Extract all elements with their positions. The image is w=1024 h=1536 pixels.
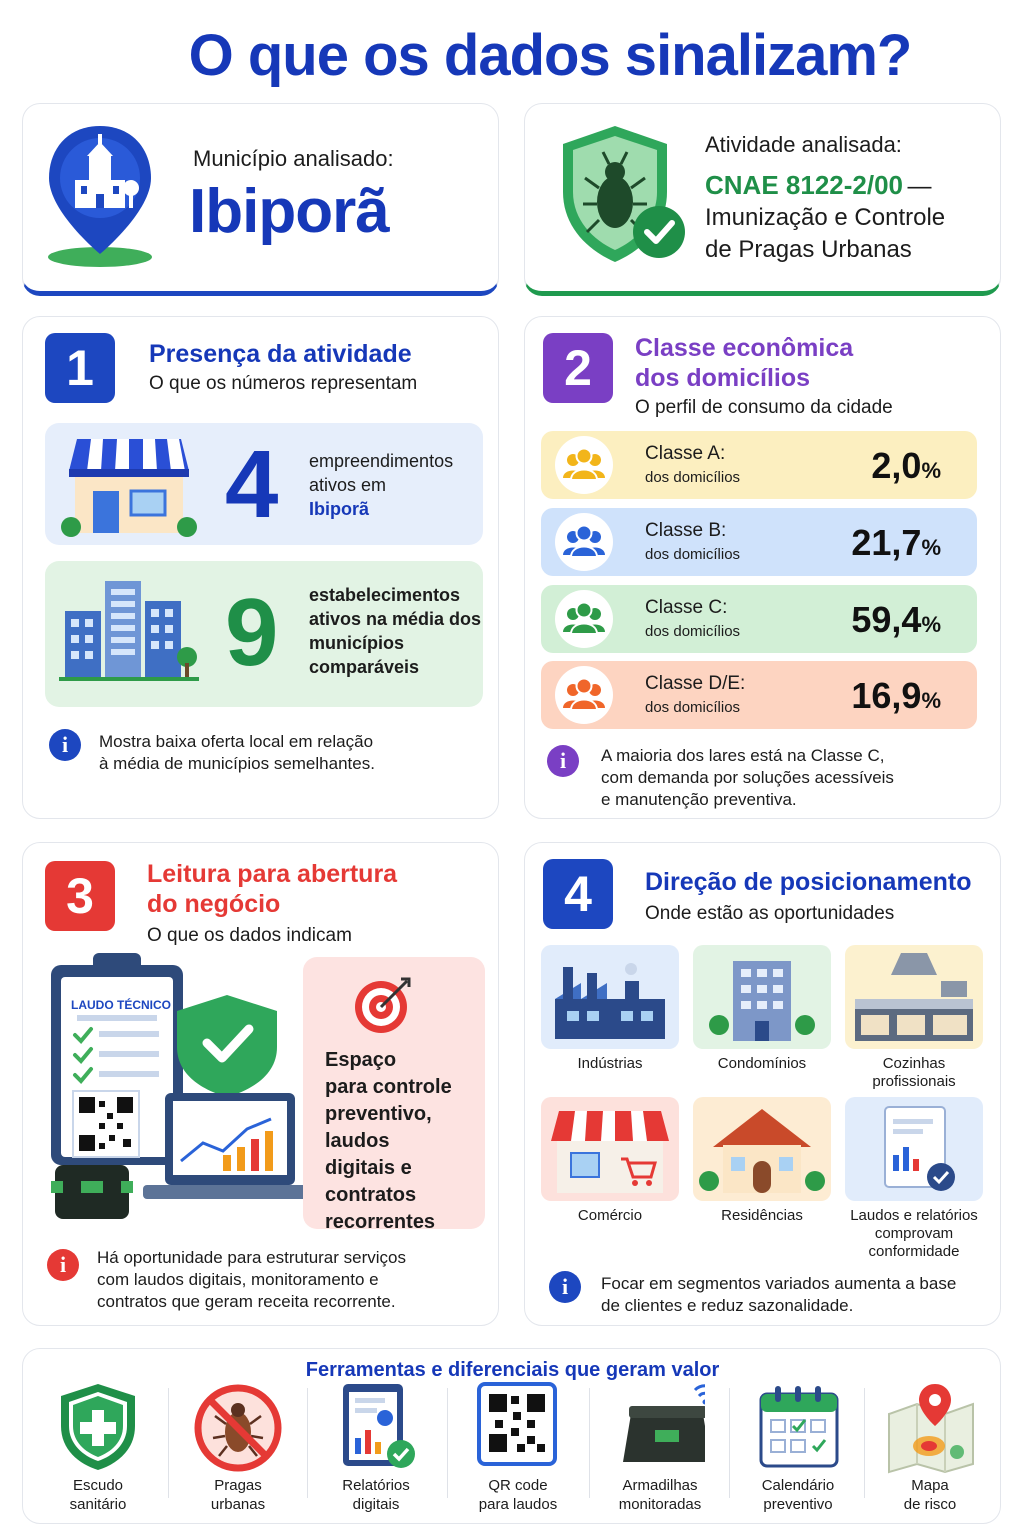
class-value: 2,0	[871, 445, 922, 486]
oportunidade-line: para controle	[325, 1076, 452, 1098]
tool-item	[753, 1380, 843, 1474]
section-2-subtitle: O perfil de consumo da cidade	[635, 397, 893, 418]
stat-empreendimentos-value: 4	[225, 431, 279, 538]
class-row	[541, 508, 977, 576]
tool-item	[473, 1380, 563, 1474]
section-2-note-l2: com demanda por soluções acessíveis	[601, 768, 894, 787]
digital-report-icon	[331, 1380, 421, 1474]
atividade-label: Atividade analisada:	[705, 132, 902, 157]
people-group-icon	[555, 436, 613, 494]
section-4-number: 4	[543, 859, 613, 929]
oportunidade-line: preventivo,	[325, 1103, 432, 1125]
segment-label: profissionais	[872, 1073, 956, 1090]
municipio-label: Município analisado:	[193, 146, 394, 171]
tool-label: Calendário	[761, 1477, 835, 1494]
section-1-number: 1	[45, 333, 115, 403]
class-percent: %	[921, 458, 941, 483]
section-4-card	[524, 842, 1001, 1326]
tool-label: sanitário	[69, 1496, 127, 1513]
section-2-title-l2: dos domicílios	[635, 364, 811, 392]
section-3-number: 3	[45, 861, 115, 931]
health-shield-icon	[53, 1380, 143, 1474]
section-4-title: Direção de posicionamento	[645, 868, 972, 896]
oportunidade-line: laudos	[325, 1130, 390, 1152]
atividade-card	[524, 103, 1001, 296]
class-circle	[555, 513, 613, 571]
segment-tile	[693, 945, 831, 1049]
municipio-card	[22, 103, 499, 296]
municipio-name: Ibiporã	[189, 177, 389, 246]
class-name: Classe C:	[645, 597, 728, 618]
class-value: 16,9	[851, 675, 922, 716]
tool-label: monitoradas	[618, 1496, 702, 1513]
store-icon	[541, 1097, 679, 1201]
info-icon: i	[47, 1249, 79, 1281]
section-4-subtitle: Onde estão as oportunidades	[645, 903, 895, 924]
section-1-note-l1: Mostra baixa oferta local em relação	[99, 732, 374, 751]
target-icon	[353, 973, 415, 1035]
tool-label: QR code	[488, 1477, 548, 1494]
section-3-note-l2: com laudos digitais, monitoramento e	[97, 1270, 379, 1289]
segment-tile	[693, 1097, 831, 1201]
class-subtitle: dos domicílios	[645, 699, 741, 716]
page-title: O que os dados sinalizam?	[188, 23, 912, 88]
stat-empreendimentos	[45, 423, 483, 545]
class-name: Classe B:	[645, 520, 727, 541]
class-value: 59,4	[851, 599, 922, 640]
segment-label: Condomínios	[717, 1055, 807, 1072]
tool-item	[885, 1380, 975, 1474]
tool-item	[331, 1380, 421, 1474]
building-icon	[693, 945, 831, 1049]
section-1-card	[22, 316, 499, 819]
class-percent: %	[921, 612, 941, 637]
oportunidade-line: recorrentes	[325, 1211, 436, 1233]
section-2-number: 2	[543, 333, 613, 403]
stat-estabelecimentos-l3: municípios	[309, 633, 405, 653]
laudo-tecnico-illustration	[47, 943, 307, 1223]
info-icon: i	[49, 729, 81, 761]
section-2-note-l1: A maioria dos lares está na Classe C,	[601, 746, 885, 765]
class-circle	[555, 666, 613, 724]
people-group-icon	[555, 513, 613, 571]
report-icon	[845, 1097, 983, 1201]
class-name: Classe D/E:	[645, 673, 746, 694]
section-2-card	[524, 316, 1001, 819]
no-pest-icon	[193, 1380, 283, 1474]
tool-divider	[307, 1388, 308, 1498]
house-icon	[693, 1097, 831, 1201]
section-2-title-l1: Classe econômica	[635, 334, 854, 362]
class-subtitle: dos domicílios	[645, 469, 741, 486]
segment-label: conformidade	[868, 1243, 960, 1260]
segment-tile	[541, 945, 679, 1049]
stat-estabelecimentos-value: 9	[225, 579, 279, 686]
class-value: 21,7	[851, 522, 922, 563]
segment-label: Cozinhas	[882, 1055, 946, 1072]
pest-shield-icon	[555, 122, 695, 272]
tool-divider	[168, 1388, 169, 1498]
calendar-icon	[753, 1380, 843, 1474]
tool-divider	[447, 1388, 448, 1498]
section-4-note-l1: Focar em segmentos variados aumenta a base	[601, 1274, 957, 1293]
section-3-subtitle: O que os dados indicam	[147, 925, 352, 946]
class-row	[541, 585, 977, 653]
kitchen-icon	[845, 945, 983, 1049]
atividade-cnae-line	[705, 170, 931, 203]
buildings-icon	[59, 577, 199, 681]
segment-tile	[845, 1097, 983, 1201]
laudo-tecnico-label: LAUDO TÉCNICO	[71, 998, 171, 1012]
people-group-icon	[555, 666, 613, 724]
tool-label: Armadilhas	[622, 1477, 698, 1494]
tool-label: Mapa	[911, 1477, 949, 1494]
section-3-card	[22, 842, 499, 1326]
stat-empreendimentos-l1: empreendimentos	[309, 451, 454, 471]
info-icon: i	[547, 745, 579, 777]
tool-label: Pragas	[214, 1477, 262, 1494]
class-row	[541, 661, 977, 729]
class-percent: %	[921, 688, 941, 713]
section-3-note-l3: contratos que geram receita recorrente.	[97, 1292, 396, 1311]
tool-divider	[729, 1388, 730, 1498]
stat-empreendimentos-l2: ativos em	[309, 475, 387, 495]
class-name: Classe A:	[645, 443, 726, 464]
class-value-wrap	[851, 599, 941, 641]
class-circle	[555, 590, 613, 648]
qr-code-icon	[473, 1380, 563, 1474]
cnae-code: CNAE 8122-2/00	[705, 170, 903, 200]
segment-label: Comércio	[577, 1207, 643, 1224]
tool-label: digitais	[352, 1496, 400, 1513]
oportunidade-line: contratos	[325, 1184, 417, 1206]
segment-tile	[541, 1097, 679, 1201]
section-3-note-l1: Há oportunidade para estruturar serviços	[97, 1248, 406, 1267]
segment-label: comprovam	[874, 1225, 954, 1242]
segment-label: Indústrias	[577, 1055, 643, 1072]
section-1-subtitle: O que os números representam	[149, 373, 418, 394]
atividade-descricao-2: de Pragas Urbanas	[705, 236, 912, 263]
tool-label: para laudos	[478, 1496, 558, 1513]
monitored-trap-icon	[615, 1380, 705, 1474]
city-pin-icon	[45, 122, 155, 272]
oportunidade-box	[303, 957, 485, 1233]
tool-item	[615, 1380, 705, 1474]
stat-empreendimentos-l3: Ibiporã	[309, 499, 370, 519]
oportunidade-line: Espaço	[325, 1049, 397, 1071]
class-subtitle: dos domicílios	[645, 623, 741, 640]
tool-divider	[864, 1388, 865, 1498]
segment-label: Laudos e relatórios	[850, 1207, 978, 1224]
stat-estabelecimentos	[45, 561, 483, 707]
people-group-icon	[555, 590, 613, 648]
segment-tile	[845, 945, 983, 1049]
class-circle	[555, 436, 613, 494]
factory-icon	[541, 945, 679, 1049]
oportunidade-line: digitais e	[325, 1157, 412, 1179]
tool-label: Escudo	[72, 1477, 124, 1494]
tool-item	[193, 1380, 283, 1474]
storefront-icon	[61, 431, 197, 539]
section-1-title: Presença da atividade	[149, 340, 412, 368]
class-value-wrap	[851, 522, 941, 564]
section-2-note-l3: e manutenção preventiva.	[601, 790, 797, 809]
info-icon: i	[549, 1271, 581, 1303]
tool-divider	[589, 1388, 590, 1498]
class-percent: %	[921, 535, 941, 560]
class-value-wrap	[851, 675, 941, 717]
section-3-title-l2: do negócio	[147, 890, 281, 918]
atividade-descricao-1: Imunização e Controle	[705, 204, 946, 231]
class-row	[541, 431, 977, 499]
tool-label: preventivo	[763, 1496, 833, 1513]
tool-label: de risco	[903, 1496, 957, 1513]
stat-estabelecimentos-l2: ativos na média dos	[309, 609, 482, 629]
section-4-note-l2: de clientes e reduz sazonalidade.	[601, 1296, 854, 1315]
tool-label: urbanas	[210, 1496, 266, 1513]
tools-title: Ferramentas e diferenciais que geram valor	[305, 1359, 720, 1381]
section-1-note-l2: à média de municípios semelhantes.	[99, 754, 375, 773]
section-3-title-l1: Leitura para abertura	[147, 860, 398, 888]
tool-item	[53, 1380, 143, 1474]
segment-label: Residências	[721, 1207, 803, 1224]
tool-label: Relatórios	[342, 1477, 410, 1494]
stat-estabelecimentos-l4: comparáveis	[309, 657, 420, 677]
class-value-wrap	[871, 445, 941, 487]
risk-map-icon	[885, 1380, 975, 1474]
class-subtitle: dos domicílios	[645, 546, 741, 563]
stat-estabelecimentos-l1: estabelecimentos	[309, 585, 461, 605]
cnae-dash: —	[907, 173, 932, 200]
